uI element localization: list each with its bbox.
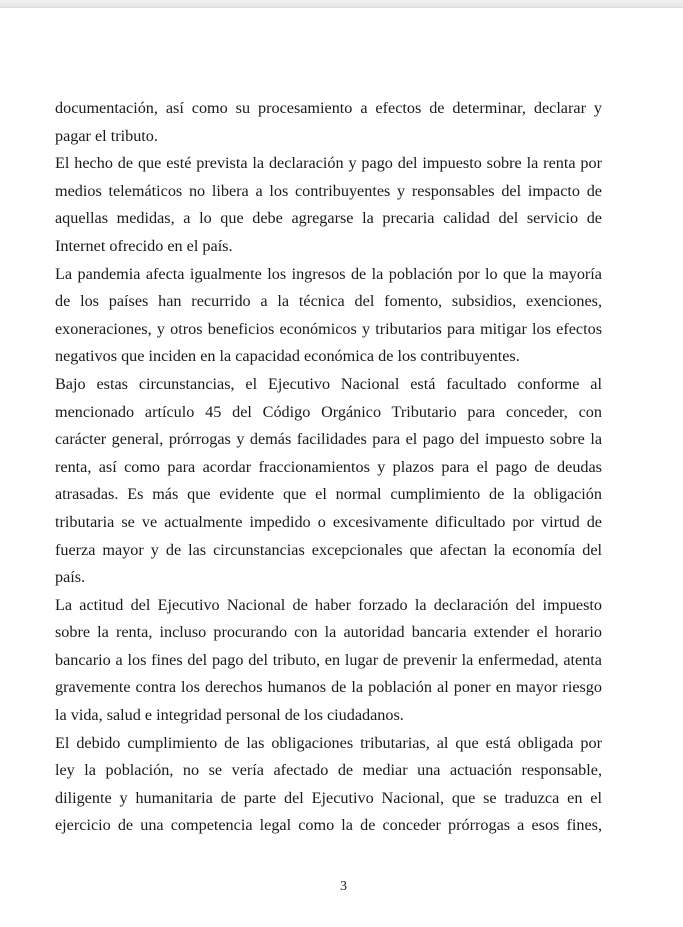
paragraph — [55, 150, 602, 260]
text-line: tributaria se ve actualmente impedido o excesivamente dificultado por virtud de — [55, 512, 602, 531]
paragraph — [55, 371, 602, 592]
text-line: bancario a los fines del pago del tributo, en lugar de prevenir la enfermedad, atenta — [55, 650, 602, 669]
text-line: Internet ofrecido en el país. — [55, 236, 233, 255]
text-line: El debido cumplimiento de las obligaciones tributarias, al que está obligada por — [55, 733, 602, 752]
text-line: ejercicio de una competencia legal como la de conceder prórrogas a esos fines, — [55, 816, 602, 835]
text-line: mencionado artículo 45 del Código Orgánico Tributario para conceder, con — [55, 402, 602, 421]
text-line: atrasadas. Es más que evidente que el normal cumplimiento de la obligación — [55, 485, 602, 504]
text-line: renta, así como para acordar fraccionamientos y plazos para el pago de deudas — [55, 457, 602, 476]
text-line: documentación, así como su procesamiento a efectos de determinar, declarar y — [55, 99, 602, 117]
text-line: Bajo estas circunstancias, el Ejecutivo Nacional está facultado conforme al — [55, 374, 602, 393]
paragraph — [55, 95, 602, 150]
text-line: La actitud del Ejecutivo Nacional de haber forzado la declaración del impuesto — [55, 595, 602, 614]
text-line: gravemente contra los derechos humanos de la población al poner en mayor riesgo — [55, 678, 602, 697]
viewer-top-bar — [0, 0, 683, 8]
text-line: pagar el tributo. — [55, 126, 158, 145]
text-line: carácter general, prórrogas y demás facilidades para el pago del impuesto sobre la — [55, 430, 602, 449]
paragraph — [55, 730, 602, 840]
text-line: negativos que inciden en la capacidad económica de los contribuyentes. — [55, 347, 520, 366]
page-number: 3 — [340, 879, 347, 894]
paragraph — [55, 592, 602, 730]
document-body — [55, 95, 602, 840]
text-line: aquellas medidas, a lo que debe agregarse la precaria calidad del servicio de — [55, 209, 602, 228]
text-line: fuerza mayor y de las circunstancias excepcionales que afectan la economía del — [55, 540, 602, 559]
text-line: de los países han recurrido a la técnica del fomento, subsidios, exenciones, — [55, 292, 602, 311]
text-line: La pandemia afecta igualmente los ingresos de la población por lo que la mayoría — [55, 264, 602, 283]
text-line: país. — [55, 568, 86, 587]
text-line: ley la población, no se vería afectado de mediar una actuación responsable, — [55, 761, 602, 780]
text-line: exoneraciones, y otros beneficios económicos y tributarios para mitigar los efectos — [55, 319, 602, 338]
document-page — [0, 8, 683, 927]
text-line: El hecho de que esté prevista la declaración y pago del impuesto sobre la renta por — [55, 154, 602, 173]
text-line: sobre la renta, incluso procurando con la autoridad bancaria extender el horario — [55, 623, 602, 642]
text-line: diligente y humanitaria de parte del Ejecutivo Nacional, que se traduzca en el — [55, 788, 602, 807]
paragraph — [55, 261, 602, 371]
text-line: la vida, salud e integridad personal de los ciudadanos. — [55, 706, 404, 725]
text-line: medios telemáticos no libera a los contribuyentes y responsables del impacto de — [55, 181, 602, 200]
